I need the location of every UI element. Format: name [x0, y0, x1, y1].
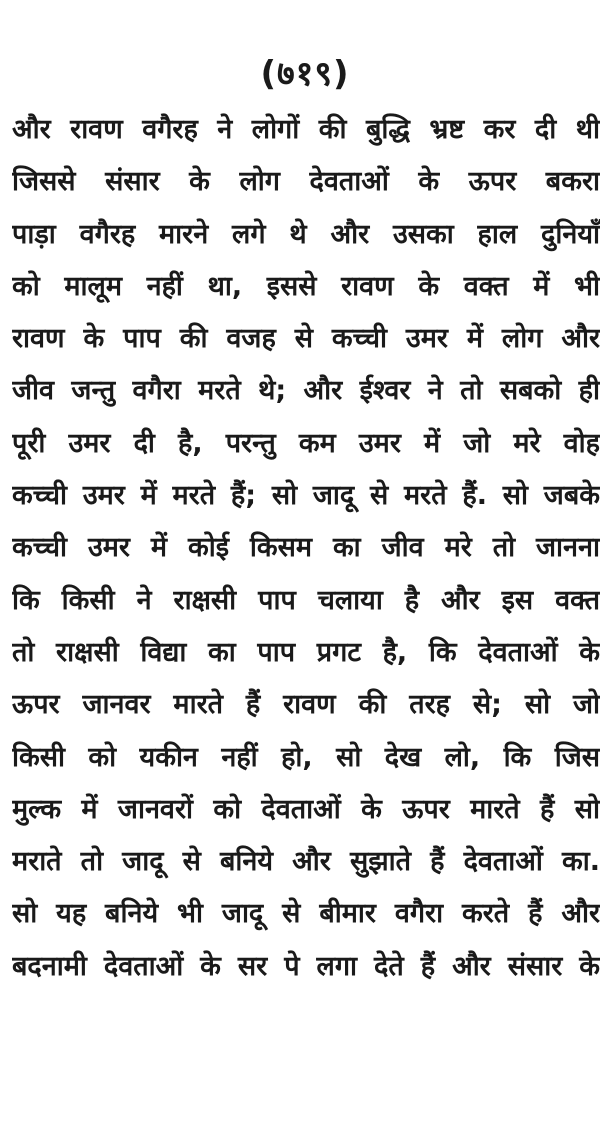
text-line: कच्ची उमर में कोई किसम का जीव मरे तो जानना	[12, 532, 600, 564]
text-line: कि किसी ने राक्षसी पाप चलाया है और इस वक्त	[12, 584, 600, 616]
text-line: तो राक्षसी विद्या का पाप प्रगट है, कि देवताओं के	[12, 636, 600, 668]
text-line: किसी को यकीन नहीं हो, सो देख लो, कि जिस	[12, 741, 600, 773]
text-line: ऊपर जानवर मारते हैं रावण की तरह से; सो जो	[12, 689, 600, 721]
text-line: बदनामी देवताओं के सर पे लगा देते हैं और संसार के	[12, 950, 600, 982]
text-line: पाड़ा वगैरह मारने लगे थे और उसका हाल दुनियाँ	[12, 218, 600, 250]
text-line: और रावण वगैरह ने लोगों की बुद्धि भ्रष्ट कर दी थी	[12, 114, 600, 145]
text-line: कच्ची उमर में मरते हैं; सो जादू से मरते हैं. सो जबके	[12, 480, 600, 512]
body-text	[12, 104, 600, 993]
text-line: जीव जन्तु वगैरा मरते थे; और ईश्वर ने तो सबको ही	[12, 375, 600, 407]
text-line: पूरी उमर दी है, परन्तु कम उमर में जो मरे वोह	[12, 427, 600, 459]
text-line: जिससे संसार के लोग देवताओं के ऊपर बकरा	[12, 166, 600, 198]
page-number: (७१९)	[260, 54, 350, 94]
text-line: रावण के पाप की वजह से कच्ची उमर में लोग और	[12, 323, 600, 355]
text-line: मराते तो जादू से बनिये और सुझाते हैं देवताओं का.	[12, 846, 600, 878]
text-line: मुल्क में जानवरों को देवताओं के ऊपर मारते हैं सो	[12, 793, 600, 825]
text-line: को मालूम नहीं था, इससे रावण के वक्त में भी	[12, 270, 600, 302]
text-line: सो यह बनिये भी जादू से बीमार वगैरा करते हैं और	[12, 898, 600, 930]
